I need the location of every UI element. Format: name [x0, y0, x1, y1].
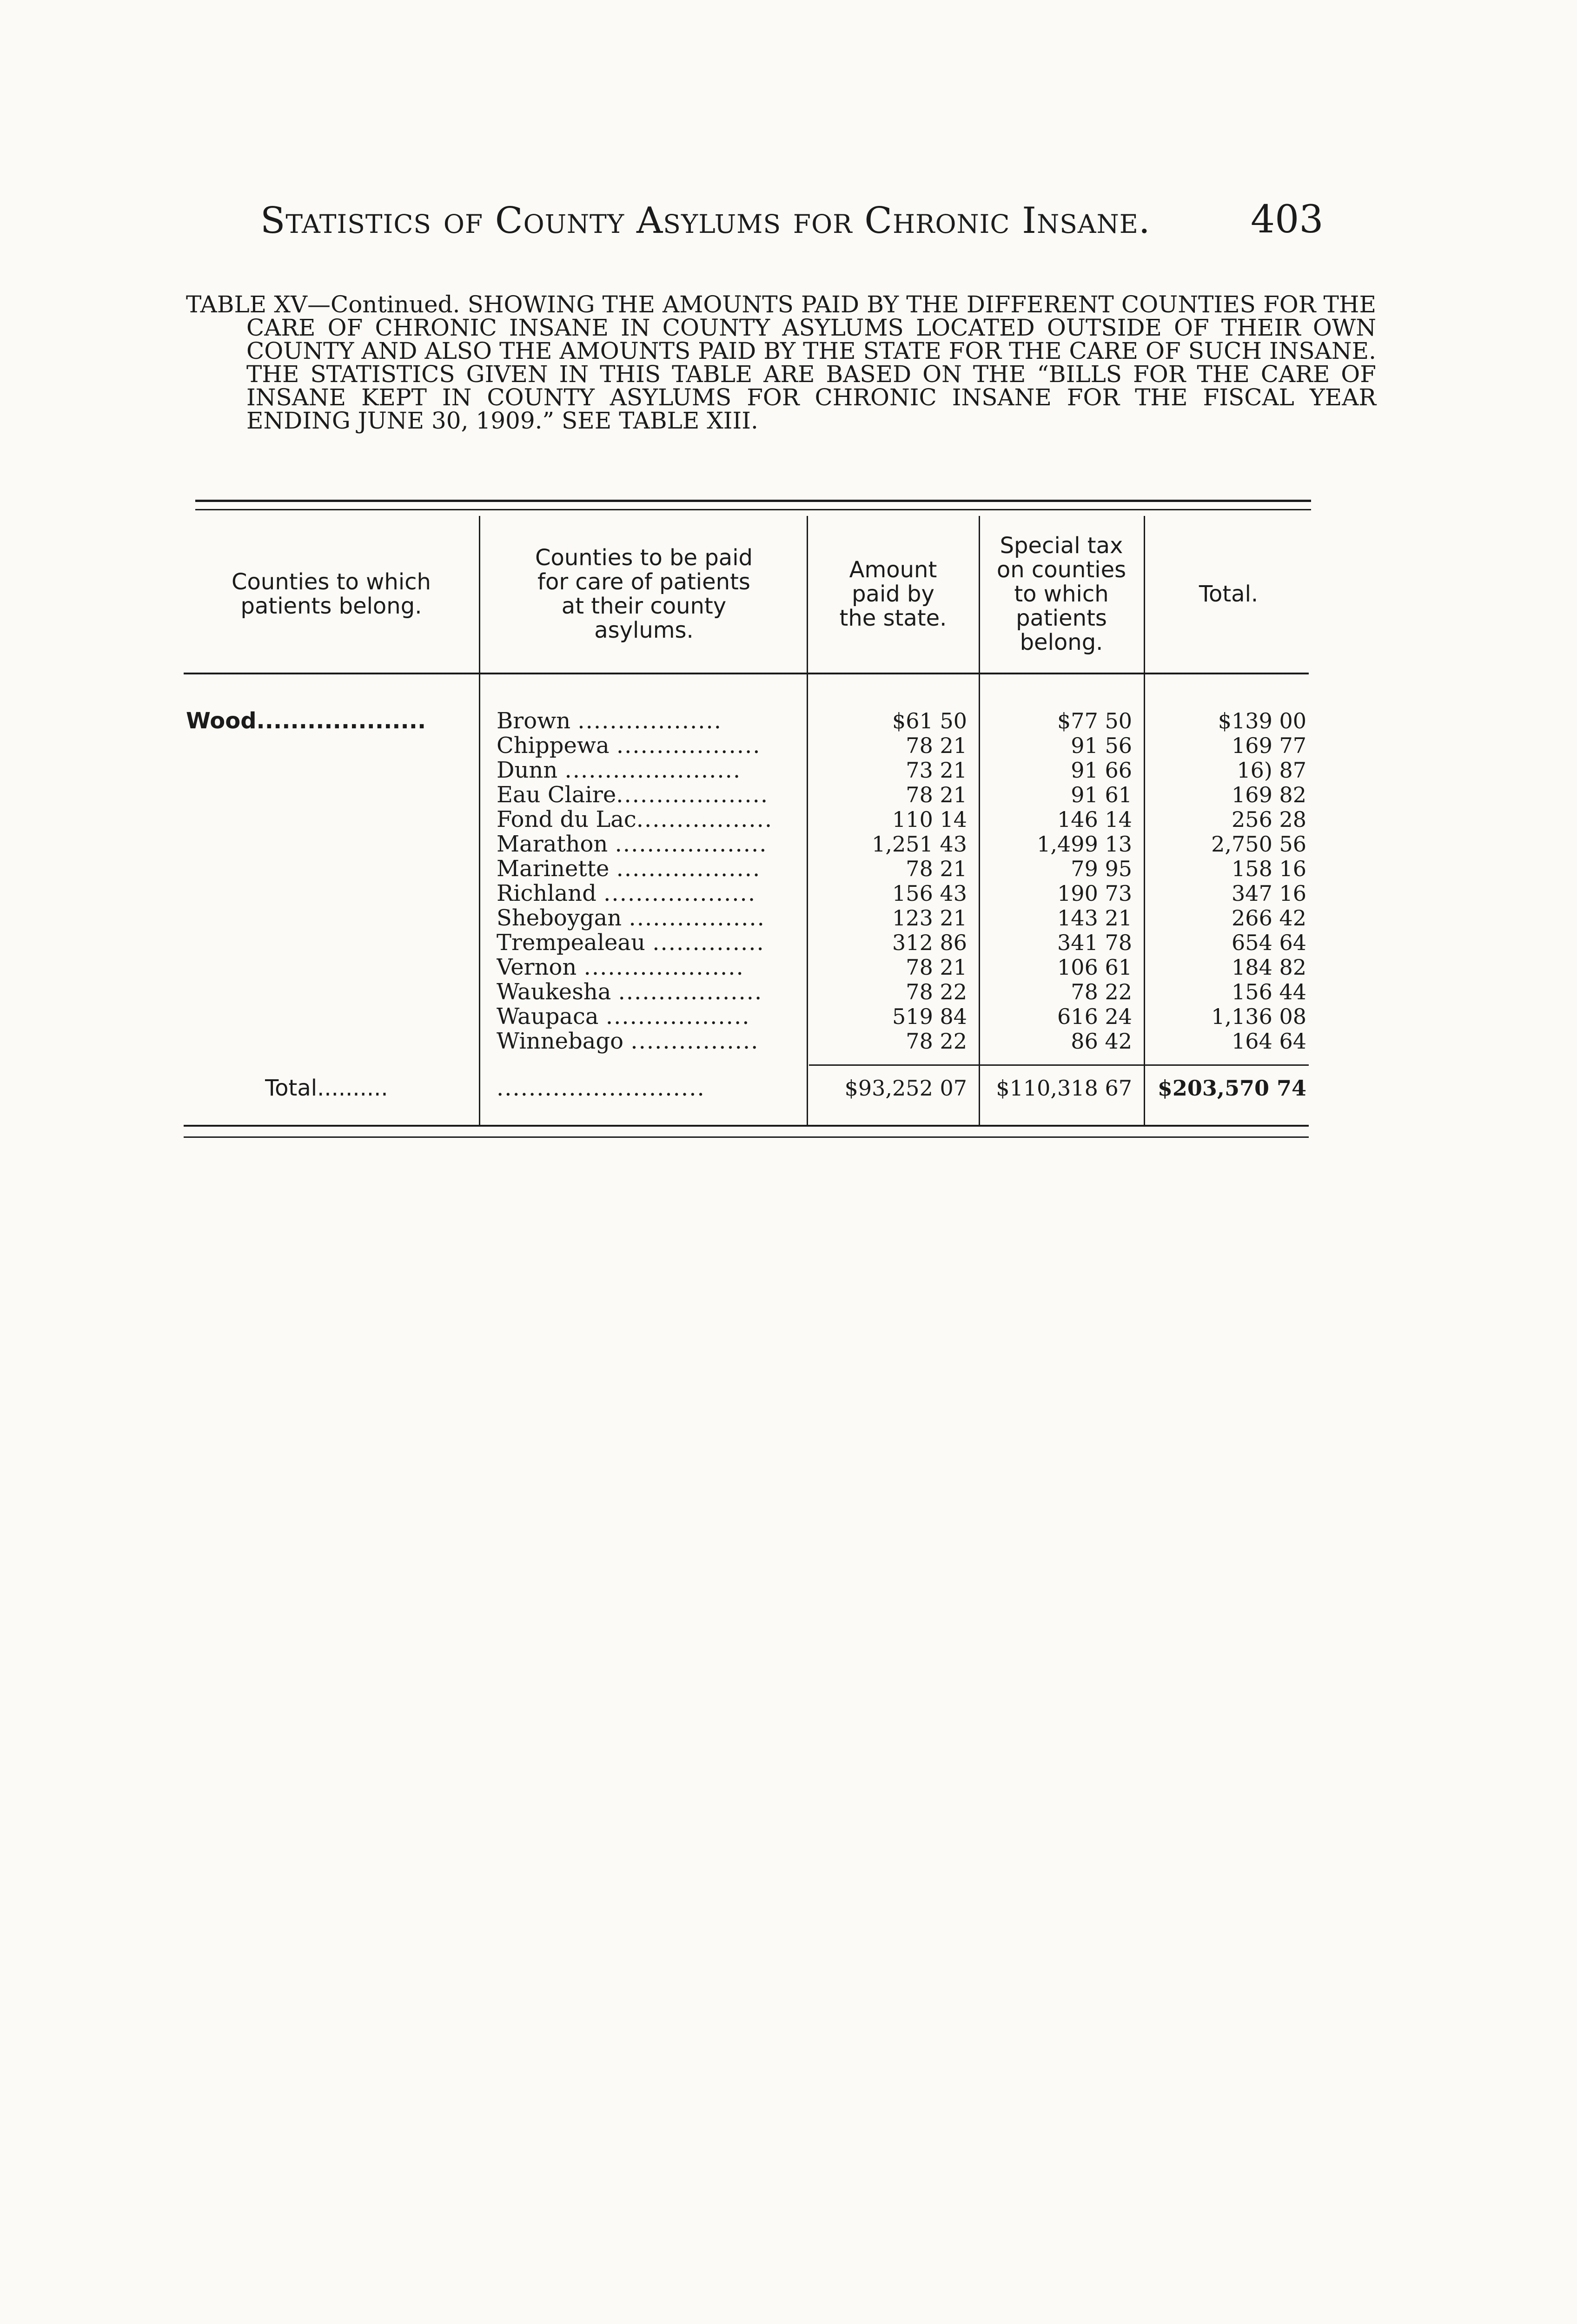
header-bottom-rule: [184, 673, 1309, 674]
row-special-tax: 190 73: [1057, 881, 1132, 906]
table-row: [0, 1029, 1577, 1054]
row-county: Sheboygan .................: [497, 906, 765, 931]
row-state-amount: 110 14: [892, 807, 967, 832]
row-special-tax: 1,499 13: [1037, 832, 1132, 857]
row-total: 164 64: [1232, 1029, 1306, 1054]
table-row: [0, 931, 1577, 955]
table-caption: TABLE XV—Continued. SHOWING THE AMOUNTS PAID BY THE DIFFERENT COUNTIES FOR THE CARE OF CHRONIC INSANE IN COUNTY ASYLUMS LOCATED OUTSIDE OF THEIR OWN COUNTY AND ALSO THE AMOUNTS PAID BY THE STATE FOR THE CARE OF SUCH INSANE. THE STATISTICS GIVEN IN THIS TABLE ARE BASED ON THE “BILLS FOR THE CARE OF INSANE KEPT IN COUNTY ASYLUMS FOR CHRONIC INSANE FOR THE FISCAL YEAR ENDING JUNE 30, 1909.” SEE TABLE XIII.: [186, 291, 1376, 434]
table-row: [0, 733, 1577, 758]
row-state-amount: 1,251 43: [872, 832, 967, 857]
row-county: Eau Claire...................: [497, 783, 769, 807]
column-header-counties-belong: Counties to which patients belong.: [232, 568, 431, 619]
column-header-special-tax: Special tax on counties to which patients belong.: [996, 532, 1126, 655]
row-special-tax: 86 42: [1071, 1029, 1132, 1054]
row-county: Richland ...................: [497, 881, 756, 906]
row-special-tax: 78 22: [1071, 979, 1132, 1004]
table-bottom-rule-1: [184, 1125, 1309, 1127]
row-county: Waupaca ..................: [497, 1004, 750, 1029]
row-total: 347 16: [1232, 881, 1306, 906]
table-row: [0, 980, 1577, 1004]
total-grand-total: $203,570 74: [1157, 1076, 1306, 1101]
row-county: Marathon ...................: [497, 832, 768, 857]
row-special-tax: 143 21: [1057, 905, 1132, 931]
total-state-amount: $93,252 07: [844, 1076, 967, 1101]
row-county: Chippewa ..................: [497, 733, 761, 758]
row-total: 169 77: [1232, 733, 1306, 758]
row-total: $139 00: [1218, 708, 1306, 733]
row-special-tax: $77 50: [1057, 708, 1132, 733]
total-label: Total..........: [265, 1076, 388, 1101]
table-row: [0, 709, 1577, 733]
row-state-amount: 78 21: [906, 733, 967, 758]
column-header-counties-paid: Counties to be paid for care of patients at their county asylums.: [535, 544, 753, 643]
row-special-tax: 91 66: [1071, 758, 1132, 783]
row-county: Fond du Lac.................: [497, 807, 773, 832]
table-row: [0, 832, 1577, 857]
row-special-tax: 106 61: [1057, 955, 1132, 980]
row-special-tax: 91 61: [1071, 782, 1132, 807]
row-state-amount: 78 22: [906, 979, 967, 1004]
row-county: Dunn ......................: [497, 758, 742, 783]
row-special-tax: 79 95: [1071, 856, 1132, 881]
table-row: [0, 881, 1577, 906]
row-county: Marinette ..................: [497, 857, 761, 881]
row-total: 266 42: [1232, 905, 1306, 931]
row-state-amount: 156 43: [892, 881, 967, 906]
table-bottom-rule-2: [184, 1136, 1309, 1138]
row-state-amount: 78 21: [906, 955, 967, 980]
column-header-total: Total.: [1199, 581, 1259, 607]
row-state-amount: 78 21: [906, 856, 967, 881]
table-top-rule-1: [195, 500, 1311, 502]
row-state-amount: 123 21: [892, 905, 967, 931]
row-total: 158 16: [1232, 856, 1306, 881]
total-top-rule: [809, 1064, 1309, 1066]
table-row: [0, 955, 1577, 980]
row-state-amount: 519 84: [892, 1004, 967, 1029]
table-row: [0, 783, 1577, 807]
row-total: 184 82: [1232, 955, 1306, 980]
row-total: 156 44: [1232, 979, 1306, 1004]
row-state-amount: 73 21: [906, 758, 967, 783]
row-state-amount: 78 22: [906, 1029, 967, 1054]
table-row: [0, 1004, 1577, 1029]
row-total: 1,136 08: [1211, 1004, 1306, 1029]
row-county: Winnebago ................: [497, 1029, 759, 1054]
table-top-rule-2: [195, 509, 1311, 510]
group-county-label: Wood....................: [186, 709, 426, 733]
table-row: [0, 807, 1577, 832]
row-total: 2,750 56: [1211, 832, 1306, 857]
row-county: Trempealeau ..............: [497, 931, 765, 955]
row-state-amount: 78 21: [906, 782, 967, 807]
table-row: [0, 758, 1577, 783]
row-special-tax: 91 56: [1071, 733, 1132, 758]
row-county: Waukesha ..................: [497, 980, 763, 1004]
table-row: [0, 906, 1577, 931]
row-total: 169 82: [1232, 782, 1306, 807]
row-special-tax: 341 78: [1057, 930, 1132, 955]
row-special-tax: 616 24: [1057, 1004, 1132, 1029]
row-total: 256 28: [1232, 807, 1306, 832]
row-total: 654 64: [1232, 930, 1306, 955]
column-header-amount-state: Amount paid by the state.: [839, 556, 947, 631]
total-special-tax: $110,318 67: [996, 1076, 1132, 1101]
running-title: Statistics of County Asylums for Chronic Insane.: [260, 200, 1151, 242]
total-leader-dots: ..........................: [497, 1076, 705, 1101]
row-special-tax: 146 14: [1057, 807, 1132, 832]
table-row: [0, 857, 1577, 881]
row-county: Vernon ....................: [497, 955, 744, 980]
row-state-amount: $61 50: [892, 708, 967, 733]
row-county: Brown ..................: [497, 709, 722, 733]
row-total: 16) 87: [1237, 758, 1306, 783]
page-number: 403: [1251, 198, 1324, 242]
row-state-amount: 312 86: [892, 930, 967, 955]
